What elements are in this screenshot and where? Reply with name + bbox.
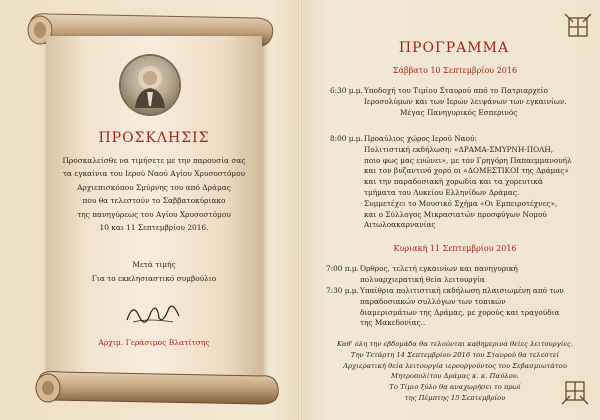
event-line: πολυαρχιερατική θεία λειτουργία [360,274,485,284]
ornament-top-icon [563,12,593,42]
regards-text: Μετά τιμής [132,260,176,269]
invitation-line: 10 και 11 Σεπτεμβρίου 2016. [99,223,209,233]
event-block [326,286,564,329]
event-line: Αιτωλοακαρνανίας [364,220,436,230]
footer-line: Το Τίμιο ξύλο θα αναχωρήσει το πρωί [389,383,521,392]
footer-line: Την Τετάρτη 14 Σεπτεμβρίου 2016 του Σταυρού θα τελεστεί [350,350,560,359]
event-line: και ο Σύλλογος Μικρασιατών προσφύγων Νομού [364,209,547,219]
event-line: ποιο φως μας ενώνει», με τον Γρηγόρη Παπαεμμανουήλ [364,155,572,165]
event-line: Συμμετέχει το Μουσικό Σχήμα «Οι Εμπειροτέχνες», [364,198,558,208]
signer-name: Αρχιμ. Γεράσιμος Βλατίτσης [98,338,210,347]
event-line: διαμερισμάτων της Δράμας, με χορούς και τραγούδια [360,307,560,317]
signature-icon [123,298,183,328]
event-time: 8:00 μ.μ. [330,134,363,143]
event-block [330,86,567,118]
event-block [330,134,572,231]
program-footer [320,339,590,404]
event-time: 6:30 μ.μ. [330,86,363,95]
event-line: Υπαίθρια πολιτιστική εκδήλωση πλαισιωμένη από των [360,286,564,295]
committee-text: Για το εκκλησιαστικό συμβούλιο [91,274,217,283]
card-fold [298,0,302,420]
event-line: τμήματα του Λυκείου Ελληνίδων Δράμας. [364,187,520,197]
ornament-bottom-icon [560,376,590,406]
invitation-title: ΠΡΟΣΚΛΗΣΙΣ [98,130,210,146]
event-line: και τον βυζαντινό χορό οι «ΔΟΜΕΣΤΙΚΟΙ της Δράμας» [364,166,569,176]
saint-icon [121,56,179,114]
event-line: και την παραδοσιακή χορωδία και τα χορευτικά [364,177,543,187]
event-line: παραδοσιακών συλλόγων των τοπικών [360,296,506,306]
scroll-panel [18,8,282,412]
day-heading: Σάββατο 10 Σεπτεμβρίου 2016 [392,66,518,75]
footer-line: Καθ' όλη την εβδομάδα θα τελούνται καθημερινά θείες λειτουργίες. [336,340,574,348]
event-line: Μέγας Πανηγυρικός Εσπερινός [400,107,518,117]
day-heading: Κυριακή 11 Σεπτεμβρίου 2016 [393,244,517,253]
footer-line: Μητροπολίτου Δράμας κ. κ. Παύλου. [391,372,519,381]
event-line: της Μακεδονίας.. [360,318,426,328]
invitation-text [46,154,262,234]
invitation-line: Αρχιεπισκόπου Σμύρνης του από Δράμας [77,182,231,192]
event-time: 7:30 μ.μ. [326,286,359,295]
scroll-bottom-roll-icon [30,356,282,412]
event-line: Πολιτιστική εκδήλωση: «ΔΡΑΜΑ-ΣΜΥΡΝΗ-ΠΟΛΗ, [364,144,554,154]
event-block [326,264,518,286]
invitation-line: τα εγκαίνια του Ιερού Ναού Αγίου Χρυσοστόμου [62,169,246,179]
footer-line: της Πέμπτης 15 Σεπτεμβρίου [404,393,506,402]
event-time: 7:00 π.μ. [326,264,359,273]
closing [46,258,262,286]
invitation-line: της πανηγύρεως του Αγίου Χρυσοστόμου [77,209,231,219]
event-line: Υποδοχή του Τιμίου Σταυρού από το Πατριαρχείο [364,86,548,95]
event-line: Προαύλιος χώρος Ιερού Ναού: [364,134,477,143]
footer-line: Αρχιερατική θεία λειτουργία ιερουργούντος του Σεβασμιωτάτου [343,361,567,370]
event-line: Όρθρος, τελετή εγκαινίων και πανηγυρική [360,264,518,273]
invitation-line: Προσκαλείσθε να τιμήσετε με την παρουσία σας [62,156,246,165]
event-line: Ιεροσολύμων και των Ιερών λειψάνων των εγκαινίων. [364,96,567,106]
program-title: ΠΡΟΓΡΑΜΜΑ [398,40,510,56]
invitation-line: που θα τελεστούν το Σαββατοκύριακο [82,196,226,206]
